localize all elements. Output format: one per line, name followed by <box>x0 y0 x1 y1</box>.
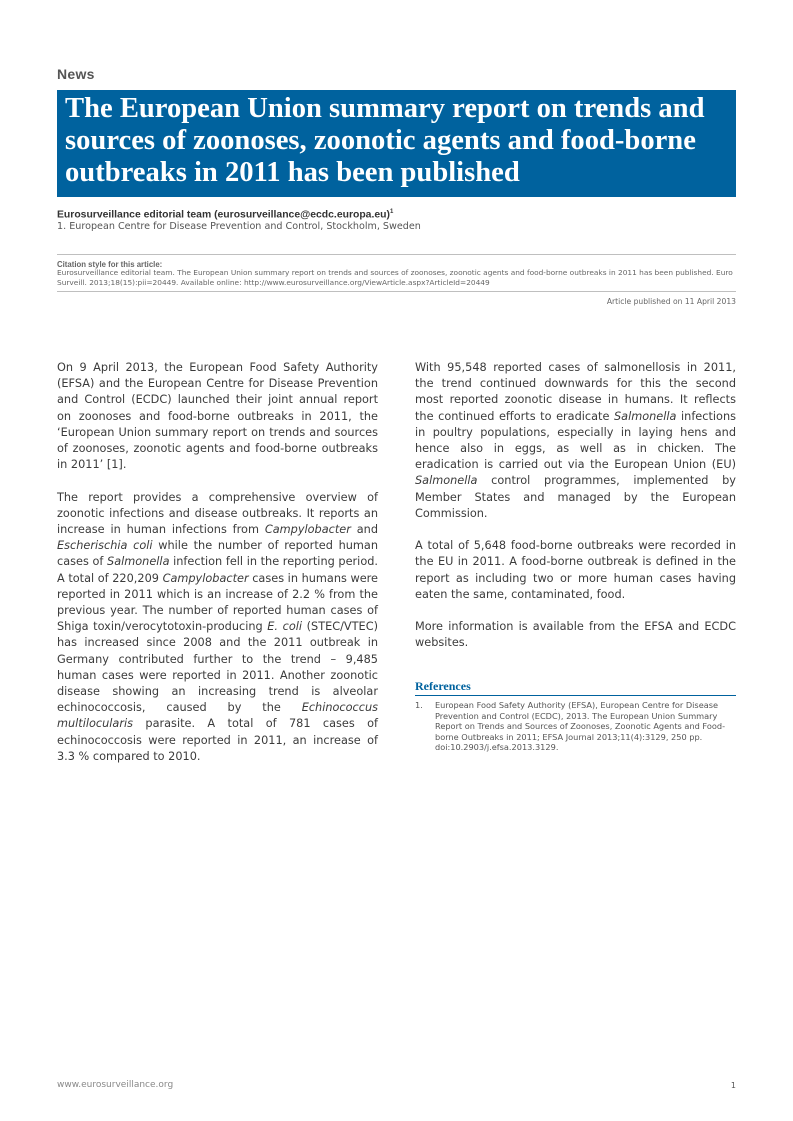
citation-label: Citation style for this article: <box>57 260 163 269</box>
author-line <box>57 209 393 220</box>
references-heading: References <box>415 679 736 696</box>
reference-text: European Food Safety Authority (EFSA), European Centre for Disease Prevention and Control (ECDC), 2013. The European Union Summary Report on Trends and Sources of Zoonoses, Zoonotic Agents and Food-borne Outbreaks in 2011; EFSA Journal 2013;11(4):3129, 250 pp. doi:10.2903/j.efsa.2013.3129. <box>435 700 726 753</box>
divider <box>57 291 736 292</box>
paragraph: A total of 5,648 food-borne outbreaks were recorded in the EU in 2011. A food-borne outbreak is defined in the report as including two or more human cases having eaten the same, contaminated, food. <box>415 539 736 601</box>
paragraph: With 95,548 reported cases of salmonellosis in 2011, the trend continued downwards for this the second most reported zoonotic disease in humans. It reflects the continued efforts to eradicate Salmonella infections in poultry populations, especially in laying hens and hence also in eggs, as well as in chicken. The eradication is carried out via the European Union (EU) Salmonella control programmes, implemented by Member States and managed by the European Commission. <box>415 361 736 520</box>
paragraph: On 9 April 2013, the European Food Safety Authority (EFSA) and the European Centre for Disease Prevention and Control (ECDC) launched their joint annual report on zoonoses and food-borne outbreaks in 2011, the ‘European Union summary report on trends and sources of zoonoses, zoonotic agents and food-borne outbreaks in 2011’ [1]. <box>57 361 378 472</box>
author-affiliation-marker: 1 <box>389 209 394 215</box>
body-column-right <box>415 360 736 668</box>
body-column-left <box>57 360 378 781</box>
paragraph: More information is available from the EFSA and ECDC websites. <box>415 620 736 650</box>
authors[interactable]: Eurosurveillance editorial team (eurosurveillance@ecdc.europa.eu) <box>57 209 390 221</box>
affiliation: 1. European Centre for Disease Prevention and Control, Stockholm, Sweden <box>57 221 421 232</box>
divider <box>57 254 736 255</box>
paragraph: The report provides a comprehensive overview of zoonotic infections and disease outbreaks. It reports an increase in human infections from Campylobacter and Escherischia coli while the number of reported human cases of Salmonella infection fell in the reporting period. A total of 220,209 Campylobacter cases in humans were reported in 2011 which is an increase of 2.2 % from the previous year. The number of reported human cases of Shiga toxin/verocytotoxin-producing E. coli (STEC/VTEC) has increased since 2008 and the 2011 outbreak in Germany contributed further to the trend – 9,485 human cases were reported in 2011. Another zoonotic disease showing an increasing trend is alveolar echinococcosis, caused by the Echinococcus multilocularis parasite. A total of 781 cases of echinococcosis were reported in 2011, an increase of 3.3 % compared to 2010. <box>57 490 378 763</box>
reference-number: 1. <box>415 700 423 710</box>
section-label: News <box>57 66 95 82</box>
publication-date: Article published on 11 April 2013 <box>606 297 736 306</box>
title-banner <box>57 90 736 197</box>
footer-url[interactable]: www.eurosurveillance.org <box>57 1080 174 1090</box>
citation-text: Eurosurveillance editorial team. The European Union summary report on trends and sources of zoonoses, zoonotic agents and food-borne outbreaks in 2011 has been published. Euro Surveill. 2013;18(15):pii=20449. Available online: http://www.eurosurveillance.org/ViewArticle.aspx?ArticleId=20449 <box>57 268 733 287</box>
article-title: The European Union summary report on trends and sources of zoonoses, zoonotic agents and food-borne outbreaks in 2011 has been published <box>65 93 705 188</box>
page-number: 1 <box>730 1081 736 1090</box>
reference-item <box>415 700 736 753</box>
